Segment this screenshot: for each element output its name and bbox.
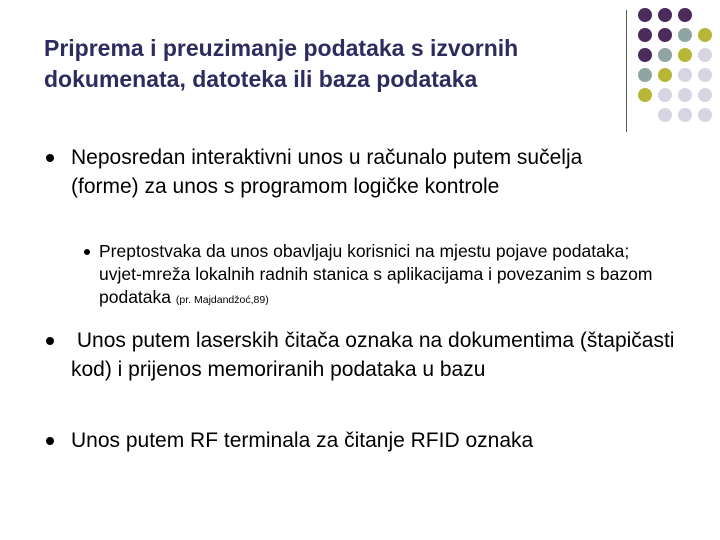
bullet-text: Neposredan interaktivni unos u računalo putem sučelja (forme) za unos s programom logičke kontrole [71, 146, 583, 198]
bullet-item [44, 143, 624, 201]
sub-bullet-text-block [99, 240, 664, 312]
bullet-text: Unos putem laserskih čitača oznaka na dokumentima (štapičasti kod) i prijenos memoriranih podataka u bazu [71, 329, 681, 381]
bullet-icon [84, 249, 90, 255]
bullet-icon [46, 337, 54, 345]
bullet-text: Unos putem RF terminala za čitanje RFID oznaka [71, 429, 534, 452]
bullet-icon [46, 437, 54, 445]
slide-title: Priprema i preuzimanje podataka s izvornih dokumenata, datoteka ili baza podataka [44, 35, 519, 92]
bullet-item [44, 426, 684, 455]
sub-bullet-text: Preptostvaka da unos obavljaju korisnici na mjestu pojave podataka; uvjet-mreža lokalnih radnih stanica s aplikacijama i povezanim s bazom podataka [99, 241, 653, 307]
bullet-icon [46, 154, 54, 162]
bullet-item [44, 326, 684, 384]
sub-bullet-item [84, 240, 664, 312]
citation: (pr. Majdandžoć,89) [175, 294, 269, 306]
